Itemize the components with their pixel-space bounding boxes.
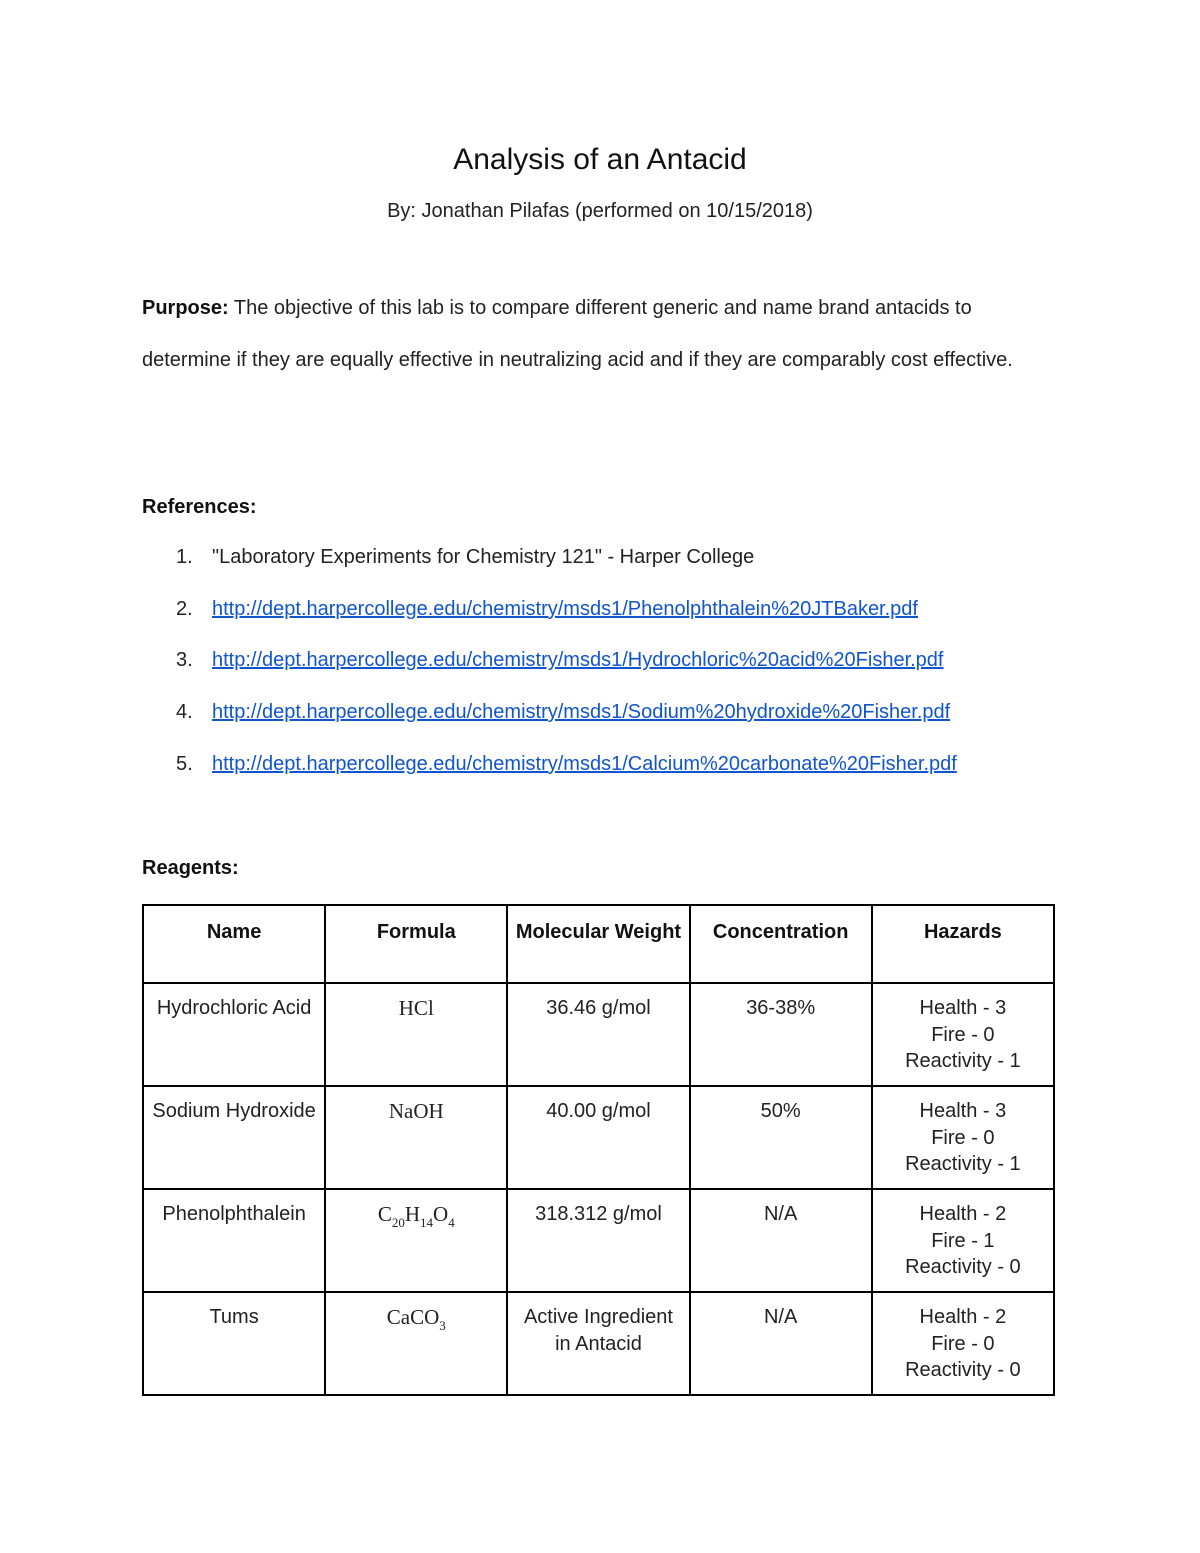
cell-hazards [872,1189,1054,1292]
column-header-name: Name [143,905,325,983]
cell-formula [325,1086,507,1189]
cell-name: Hydrochloric Acid [143,983,325,1086]
cell-molecular-weight: Active Ingredient in Antacid [507,1292,689,1395]
reference-number: 1. [176,546,193,568]
chemical-formula: HCl [398,996,434,1020]
reference-number: 2. [176,597,193,620]
reference-link[interactable]: http://dept.harpercollege.edu/chemistry/msds1/Phenolphthalein%20JTBaker.pdf [212,597,918,620]
purpose-label: Purpose: [142,297,229,319]
references-list [142,541,1092,799]
hazard-rating: Health - 3 [919,1100,1007,1122]
purpose-paragraph [142,283,1062,386]
cell-molecular-weight: 318.312 g/mol [507,1189,689,1292]
hazard-rating: Reactivity - 1 [905,1050,1021,1072]
reference-number: 3. [176,649,193,672]
reference-link[interactable]: http://dept.harpercollege.edu/chemistry/msds1/Hydrochloric%20acid%20Fisher.pdf [212,649,944,672]
hazard-rating: Fire - 0 [931,1332,995,1355]
reference-number: 4. [176,701,193,724]
column-header-concentration: Concentration [690,905,872,983]
reference-item [142,593,1092,645]
reference-item [142,696,1092,748]
cell-molecular-weight: 40.00 g/mol [507,1086,689,1189]
column-header-formula: Formula [325,905,507,983]
purpose-text: The objective of this lab is to compare different generic and name brand antacids to determine if they are equally effective in neutralizing acid and if they are comparably cost effective. [142,297,1013,371]
cell-hazards [872,1292,1054,1395]
reference-item [142,748,1092,800]
reference-link[interactable]: http://dept.harpercollege.edu/chemistry/msds1/Sodium%20hydroxide%20Fisher.pdf [212,701,951,724]
cell-hazards [872,983,1054,1086]
table-row [143,1189,1054,1292]
cell-name: Tums [143,1292,325,1395]
column-header-hazards: Hazards [872,905,1054,983]
reagents-table [142,904,1055,1396]
hazard-rating: Reactivity - 0 [905,1256,1021,1278]
cell-concentration: 36-38% [690,983,872,1086]
table-header-row [143,905,1054,983]
table-row [143,983,1054,1086]
cell-concentration: N/A [690,1189,872,1292]
references-heading: References: [142,496,257,518]
reagents-heading: Reagents: [142,857,239,879]
table-row [143,1292,1054,1395]
cell-name: Phenolphthalein [143,1189,325,1292]
hazard-rating: Fire - 0 [931,1023,995,1046]
reference-link[interactable]: http://dept.harpercollege.edu/chemistry/msds1/Calcium%20carbonate%20Fisher.pdf [212,752,957,775]
cell-concentration: 50% [690,1086,872,1189]
cell-formula [325,1189,507,1292]
cell-concentration: N/A [690,1292,872,1395]
hazard-rating: Fire - 0 [931,1126,995,1149]
hazard-rating: Reactivity - 0 [905,1359,1021,1381]
cell-formula [325,1292,507,1395]
column-header-molecular-weight: Molecular Weight [507,905,689,983]
reference-number: 5. [176,752,193,775]
reference-item [142,644,1092,696]
chemical-formula: $C_{20}H_{14}O_4$ [377,1202,455,1230]
table-row [143,1086,1054,1189]
reference-item [142,541,1092,593]
chemical-formula: CaCO$_3$ [386,1305,446,1333]
hazard-rating: Fire - 1 [931,1229,995,1252]
cell-formula [325,983,507,1086]
cell-molecular-weight: 36.46 g/mol [507,983,689,1086]
cell-name: Sodium Hydroxide [143,1086,325,1189]
cell-hazards [872,1086,1054,1189]
document-title: Analysis of an Antacid [453,143,747,176]
document-byline: By: Jonathan Pilafas (performed on 10/15/2018) [387,200,813,222]
chemical-formula: NaOH [388,1099,444,1123]
hazard-rating: Health - 2 [919,1203,1007,1225]
hazard-rating: Health - 3 [919,997,1007,1019]
hazard-rating: Health - 2 [919,1306,1007,1328]
reference-text: "Laboratory Experiments for Chemistry 121" - Harper College [212,546,755,568]
hazard-rating: Reactivity - 1 [905,1153,1021,1175]
